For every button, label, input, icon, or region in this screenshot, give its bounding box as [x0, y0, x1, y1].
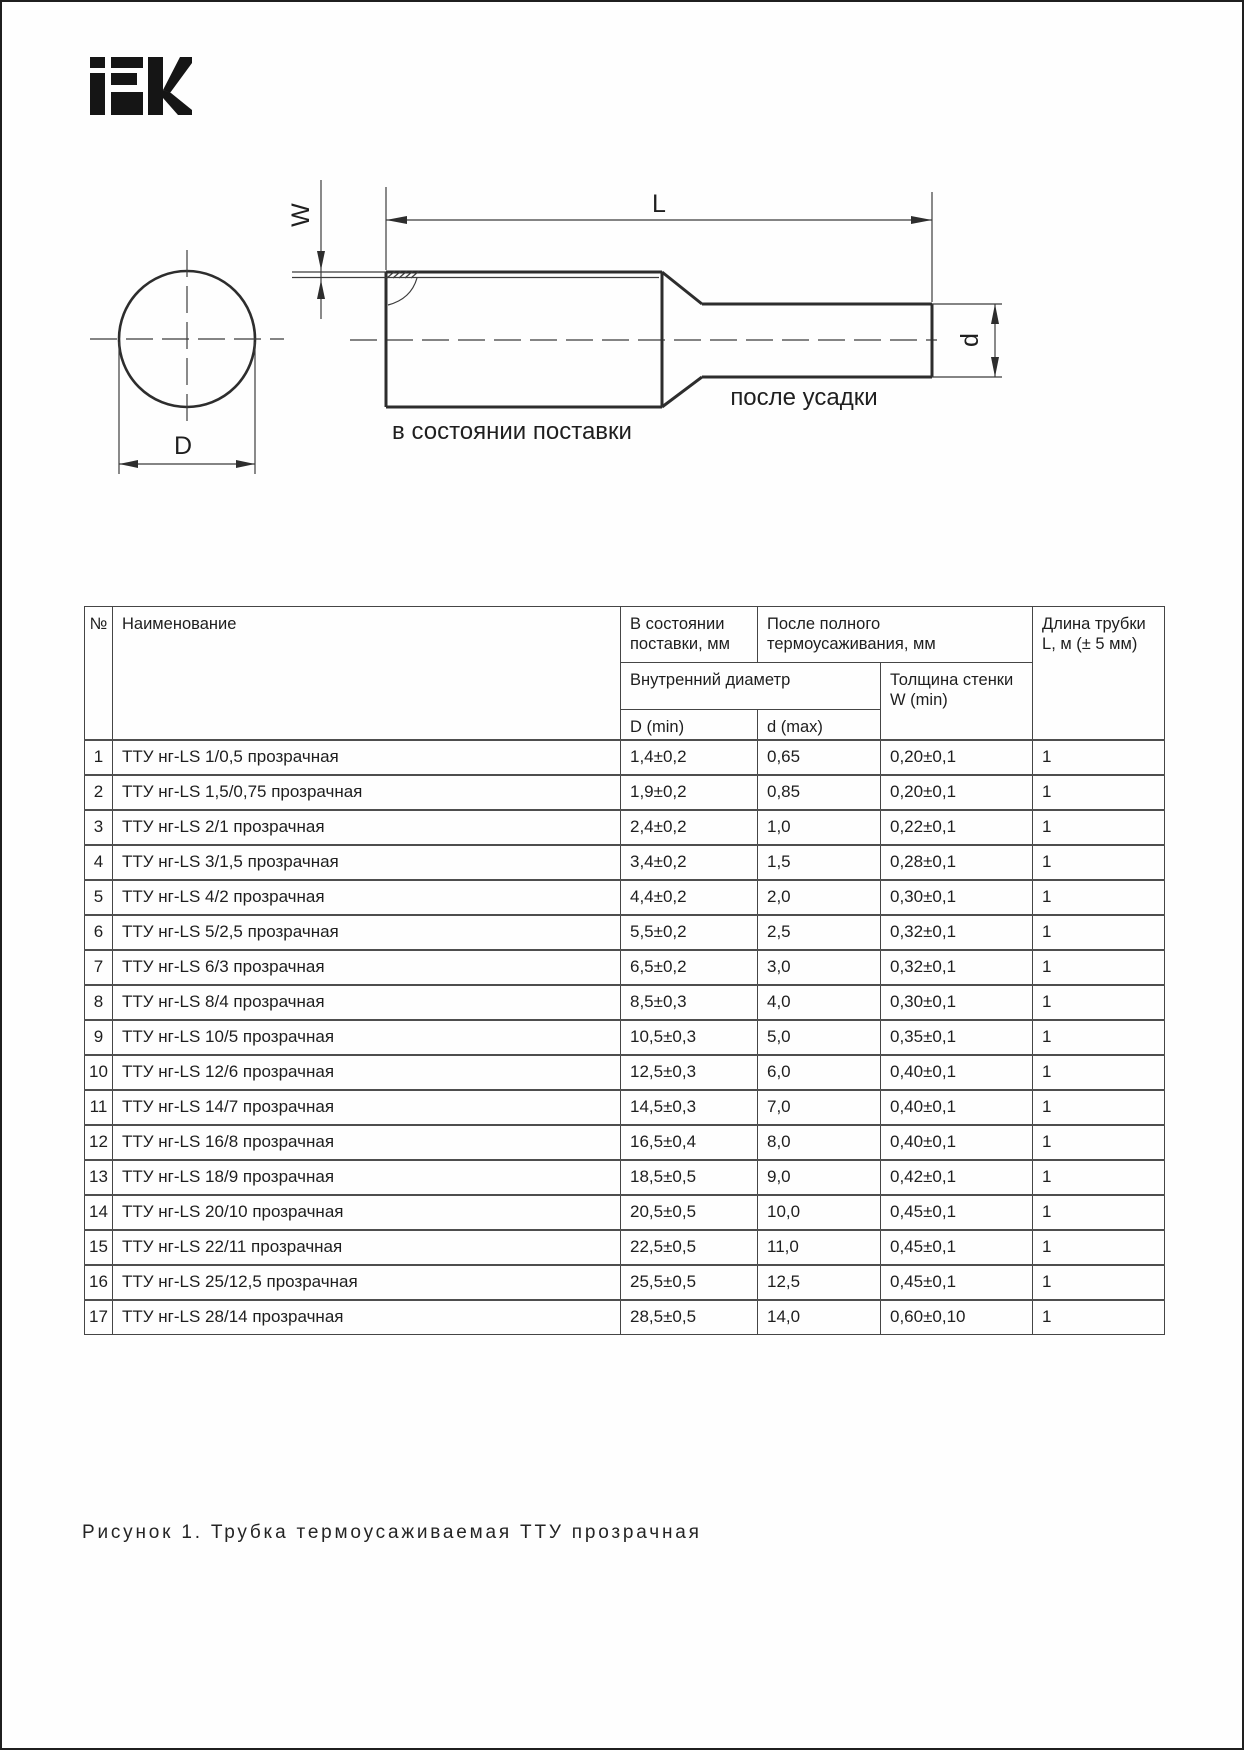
dim-label-w: W: [287, 203, 315, 227]
header-d-max: d (max): [758, 710, 881, 740]
header-inner-diameter: Внутренний диаметр: [621, 663, 881, 710]
cell-length: 1: [1033, 985, 1165, 1020]
cell-d-min: 8,5±0,3: [621, 985, 758, 1020]
cell-d-max: 9,0: [758, 1160, 881, 1195]
cell-d-min: 5,5±0,2: [621, 915, 758, 950]
table-row: [85, 1300, 1165, 1335]
table-row: [85, 1230, 1165, 1265]
cell-length: 1: [1033, 1195, 1165, 1230]
cell-d-min: 3,4±0,2: [621, 845, 758, 880]
cell-length: 1: [1033, 845, 1165, 880]
cell-name: ТТУ нг-LS 12/6 прозрачная: [113, 1055, 621, 1090]
cell-num: 6: [85, 915, 113, 950]
table-row: [85, 1195, 1165, 1230]
cell-d-max: 6,0: [758, 1055, 881, 1090]
dim-arrow-l-right: [911, 216, 932, 224]
cell-name: ТТУ нг-LS 10/5 прозрачная: [113, 1020, 621, 1055]
dim-label-l: L: [652, 190, 666, 218]
cell-d-max: 0,65: [758, 740, 881, 775]
cell-d-min: 25,5±0,5: [621, 1265, 758, 1300]
cell-name: ТТУ нг-LS 6/3 прозрачная: [113, 950, 621, 985]
cell-length: 1: [1033, 1055, 1165, 1090]
cell-name: ТТУ нг-LS 28/14 прозрачная: [113, 1300, 621, 1335]
spec-table-header: [85, 607, 1165, 740]
dim-label-big-d: D: [173, 432, 193, 460]
header-tube-length: Длина трубки L, м (± 5 мм): [1033, 607, 1165, 740]
cell-wall: 0,45±0,1: [881, 1195, 1033, 1230]
cell-length: 1: [1033, 1160, 1165, 1195]
cell-wall: 0,32±0,1: [881, 950, 1033, 985]
cell-wall: 0,40±0,1: [881, 1055, 1033, 1090]
cell-num: 7: [85, 950, 113, 985]
cell-num: 13: [85, 1160, 113, 1195]
cell-name: ТТУ нг-LS 2/1 прозрачная: [113, 810, 621, 845]
cell-d-min: 28,5±0,5: [621, 1300, 758, 1335]
cell-d-max: 3,0: [758, 950, 881, 985]
cell-num: 9: [85, 1020, 113, 1055]
side-view: [287, 180, 1002, 445]
cell-length: 1: [1033, 915, 1165, 950]
table-row: [85, 1125, 1165, 1160]
cell-d-min: 20,5±0,5: [621, 1195, 758, 1230]
cell-d-min: 1,4±0,2: [621, 740, 758, 775]
cell-length: 1: [1033, 1265, 1165, 1300]
cell-num: 15: [85, 1230, 113, 1265]
cell-wall: 0,45±0,1: [881, 1230, 1033, 1265]
cell-num: 16: [85, 1265, 113, 1300]
cell-num: 12: [85, 1125, 113, 1160]
header-num: №: [85, 607, 113, 740]
cell-d-min: 10,5±0,3: [621, 1020, 758, 1055]
dim-arrow-w-top: [317, 251, 325, 270]
cell-length: 1: [1033, 1230, 1165, 1265]
header-name: Наименование: [113, 607, 621, 740]
cell-d-min: 6,5±0,2: [621, 950, 758, 985]
cell-d-min: 12,5±0,3: [621, 1055, 758, 1090]
dim-arrow-w-bottom: [317, 280, 325, 299]
cell-length: 1: [1033, 810, 1165, 845]
cell-d-max: 11,0: [758, 1230, 881, 1265]
table-row: [85, 1020, 1165, 1055]
cell-wall: 0,30±0,1: [881, 880, 1033, 915]
label-shrunk-state: после усадки: [730, 384, 878, 411]
cell-d-max: 2,5: [758, 915, 881, 950]
cell-name: ТТУ нг-LS 5/2,5 прозрачная: [113, 915, 621, 950]
cell-name: ТТУ нг-LS 4/2 прозрачная: [113, 880, 621, 915]
header-d-min: D (min): [621, 710, 758, 740]
cell-d-min: 22,5±0,5: [621, 1230, 758, 1265]
cell-d-max: 2,0: [758, 880, 881, 915]
table-row: [85, 1160, 1165, 1195]
cell-wall: 0,20±0,1: [881, 740, 1033, 775]
header-supplied-group: В состоянии поставки, мм: [621, 607, 758, 663]
cell-d-max: 7,0: [758, 1090, 881, 1125]
table-row: [85, 985, 1165, 1020]
cell-num: 2: [85, 775, 113, 810]
table-row: [85, 845, 1165, 880]
cell-name: ТТУ нг-LS 1,5/0,75 прозрачная: [113, 775, 621, 810]
table-row: [85, 810, 1165, 845]
cell-num: 10: [85, 1055, 113, 1090]
cell-length: 1: [1033, 1300, 1165, 1335]
cell-length: 1: [1033, 880, 1165, 915]
cell-wall: 0,22±0,1: [881, 810, 1033, 845]
cell-wall: 0,28±0,1: [881, 845, 1033, 880]
wall-section-curve: [388, 278, 417, 305]
table-row: [85, 1090, 1165, 1125]
table-row: [85, 1055, 1165, 1090]
cell-d-min: 1,9±0,2: [621, 775, 758, 810]
cell-d-max: 4,0: [758, 985, 881, 1020]
cell-length: 1: [1033, 1125, 1165, 1160]
cell-d-min: 4,4±0,2: [621, 880, 758, 915]
cell-wall: 0,60±0,10: [881, 1300, 1033, 1335]
dim-label-small-d: d: [956, 333, 984, 347]
header-after-group: После полного термоусаживания, мм: [758, 607, 1033, 663]
cell-wall: 0,42±0,1: [881, 1160, 1033, 1195]
table-row: [85, 915, 1165, 950]
cell-name: ТТУ нг-LS 18/9 прозрачная: [113, 1160, 621, 1195]
table-row: [85, 950, 1165, 985]
cell-wall: 0,32±0,1: [881, 915, 1033, 950]
cell-d-max: 14,0: [758, 1300, 881, 1335]
cell-num: 5: [85, 880, 113, 915]
tube-technical-drawing: [2, 2, 1244, 522]
cell-d-max: 8,0: [758, 1125, 881, 1160]
cell-length: 1: [1033, 950, 1165, 985]
dim-arrow-left: [119, 460, 138, 468]
cell-d-max: 5,0: [758, 1020, 881, 1055]
cell-num: 1: [85, 740, 113, 775]
table-row: [85, 740, 1165, 775]
cell-wall: 0,45±0,1: [881, 1265, 1033, 1300]
cell-name: ТТУ нг-LS 1/0,5 прозрачная: [113, 740, 621, 775]
cell-d-min: 14,5±0,3: [621, 1090, 758, 1125]
cell-length: 1: [1033, 740, 1165, 775]
cell-num: 3: [85, 810, 113, 845]
cell-d-max: 1,5: [758, 845, 881, 880]
cell-d-min: 2,4±0,2: [621, 810, 758, 845]
spec-table-body: [85, 740, 1165, 1335]
dim-arrow-d-bottom: [991, 357, 999, 377]
cell-wall: 0,40±0,1: [881, 1125, 1033, 1160]
cross-section-view: [90, 250, 284, 474]
cell-name: ТТУ нг-LS 3/1,5 прозрачная: [113, 845, 621, 880]
cell-num: 14: [85, 1195, 113, 1230]
dim-arrow-d-top: [991, 304, 999, 324]
spec-table: [84, 606, 1165, 1335]
cell-length: 1: [1033, 1090, 1165, 1125]
cell-d-max: 1,0: [758, 810, 881, 845]
cell-name: ТТУ нг-LS 14/7 прозрачная: [113, 1090, 621, 1125]
figure-caption: Рисунок 1. Трубка термоусаживаемая ТТУ прозрачная: [82, 1522, 702, 1543]
cell-name: ТТУ нг-LS 25/12,5 прозрачная: [113, 1265, 621, 1300]
cell-num: 4: [85, 845, 113, 880]
cell-num: 11: [85, 1090, 113, 1125]
cell-length: 1: [1033, 1020, 1165, 1055]
cell-d-min: 18,5±0,5: [621, 1160, 758, 1195]
cell-wall: 0,35±0,1: [881, 1020, 1033, 1055]
cell-name: ТТУ нг-LS 22/11 прозрачная: [113, 1230, 621, 1265]
table-row: [85, 1265, 1165, 1300]
cell-name: ТТУ нг-LS 20/10 прозрачная: [113, 1195, 621, 1230]
cell-d-max: 0,85: [758, 775, 881, 810]
table-row: [85, 880, 1165, 915]
cell-name: ТТУ нг-LS 8/4 прозрачная: [113, 985, 621, 1020]
header-wall-thickness: Толщина стенки W (min): [881, 663, 1033, 740]
cell-wall: 0,20±0,1: [881, 775, 1033, 810]
cell-d-min: 16,5±0,4: [621, 1125, 758, 1160]
cell-wall: 0,30±0,1: [881, 985, 1033, 1020]
label-supplied-state: в состоянии поставки: [392, 418, 632, 445]
cell-name: ТТУ нг-LS 16/8 прозрачная: [113, 1125, 621, 1160]
cell-d-max: 10,0: [758, 1195, 881, 1230]
dim-arrow-l-left: [386, 216, 407, 224]
cell-num: 8: [85, 985, 113, 1020]
cell-num: 17: [85, 1300, 113, 1335]
cell-d-max: 12,5: [758, 1265, 881, 1300]
cell-wall: 0,40±0,1: [881, 1090, 1033, 1125]
table-row: [85, 775, 1165, 810]
dim-arrow-right: [236, 460, 255, 468]
cell-length: 1: [1033, 775, 1165, 810]
